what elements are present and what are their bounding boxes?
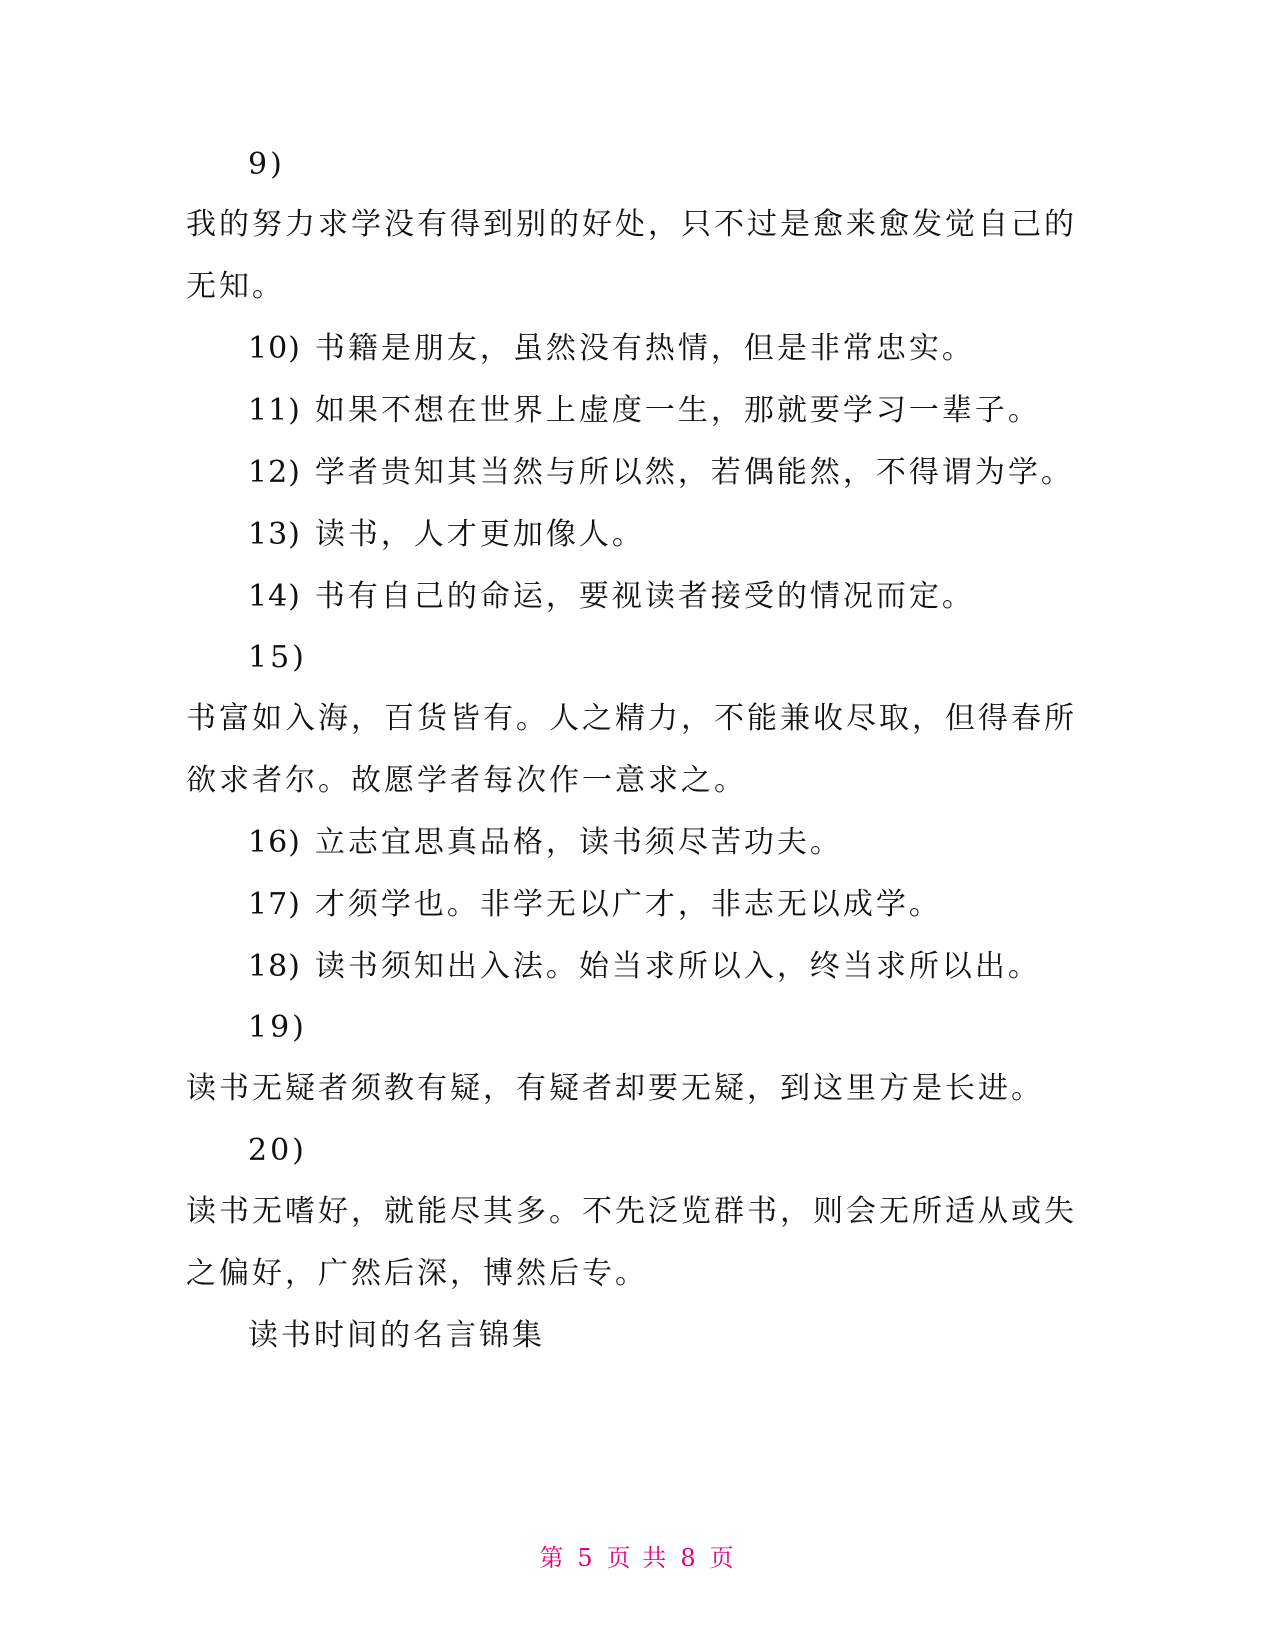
quote-11	[248, 393, 1128, 429]
quote-11-number: 11)	[248, 393, 301, 428]
quote-10	[248, 331, 1128, 367]
quote-10-text: 书籍是朋友，虽然没有热情，但是非常忠实。	[314, 331, 975, 366]
quote-17-text: 才须学也。非学无以广才，非志无以成学。	[314, 887, 942, 922]
quote-9-text-line2: 无知。	[186, 269, 285, 304]
quote-18-number: 18)	[248, 949, 301, 984]
quote-14-number: 14)	[248, 579, 301, 614]
quote-14-text: 书有自己的命运，要视读者接受的情况而定。	[314, 579, 975, 614]
quote-9-number: 9)	[248, 147, 285, 182]
footer-suffix: 页	[709, 1544, 736, 1572]
footer-prefix: 第	[539, 1544, 566, 1572]
quote-17-number: 17)	[248, 887, 301, 922]
quote-15-text-line1: 书富如入海，百货皆有。人之精力，不能兼收尽取，但得春所	[186, 701, 1077, 736]
quote-20-text-line2: 之偏好，广然后深，博然后专。	[186, 1256, 648, 1291]
footer-page-number: 5	[577, 1544, 595, 1572]
quote-18-text: 读书须知出入法。始当求所以入，终当求所以出。	[314, 949, 1041, 984]
quote-13-text: 读书，人才更加像人。	[314, 517, 645, 552]
quote-12-text: 学者贵知其当然与所以然，若偶能然，不得谓为学。	[314, 455, 1074, 490]
quote-16-number: 16)	[248, 825, 301, 860]
quote-20-number: 20)	[248, 1133, 307, 1168]
quote-15-number: 15)	[248, 640, 307, 675]
quote-13-number: 13)	[248, 517, 301, 552]
quote-16-text: 立志宜思真品格，读书须尽苦功夫。	[314, 825, 843, 860]
quote-20-text-line1: 读书无嗜好，就能尽其多。不先泛览群书，则会无所适从或失	[186, 1194, 1077, 1229]
quote-16	[248, 825, 1128, 861]
page-footer	[0, 1538, 1275, 1573]
quote-19-text-line1: 读书无疑者须教有疑，有疑者却要无疑，到这里方是长进。	[186, 1071, 1044, 1106]
quote-19-number: 19)	[248, 1010, 307, 1045]
quote-18	[248, 949, 1128, 985]
quote-9-text-line1: 我的努力求学没有得到别的好处，只不过是愈来愈发觉自己的	[186, 207, 1077, 242]
footer-total-pages: 8	[680, 1544, 698, 1572]
section-heading: 读书时间的名言锦集	[248, 1318, 545, 1353]
quote-12-number: 12)	[248, 455, 301, 490]
quote-17	[248, 887, 1128, 923]
quote-15-text-line2: 欲求者尔。故愿学者每次作一意求之。	[186, 763, 747, 798]
quote-13	[248, 517, 1128, 553]
quote-10-number: 10)	[248, 331, 301, 366]
footer-mid: 页 共	[606, 1544, 669, 1572]
quote-14	[248, 579, 1128, 615]
quote-12	[248, 455, 1128, 491]
quote-11-text: 如果不想在世界上虚度一生，那就要学习一辈子。	[314, 393, 1041, 428]
